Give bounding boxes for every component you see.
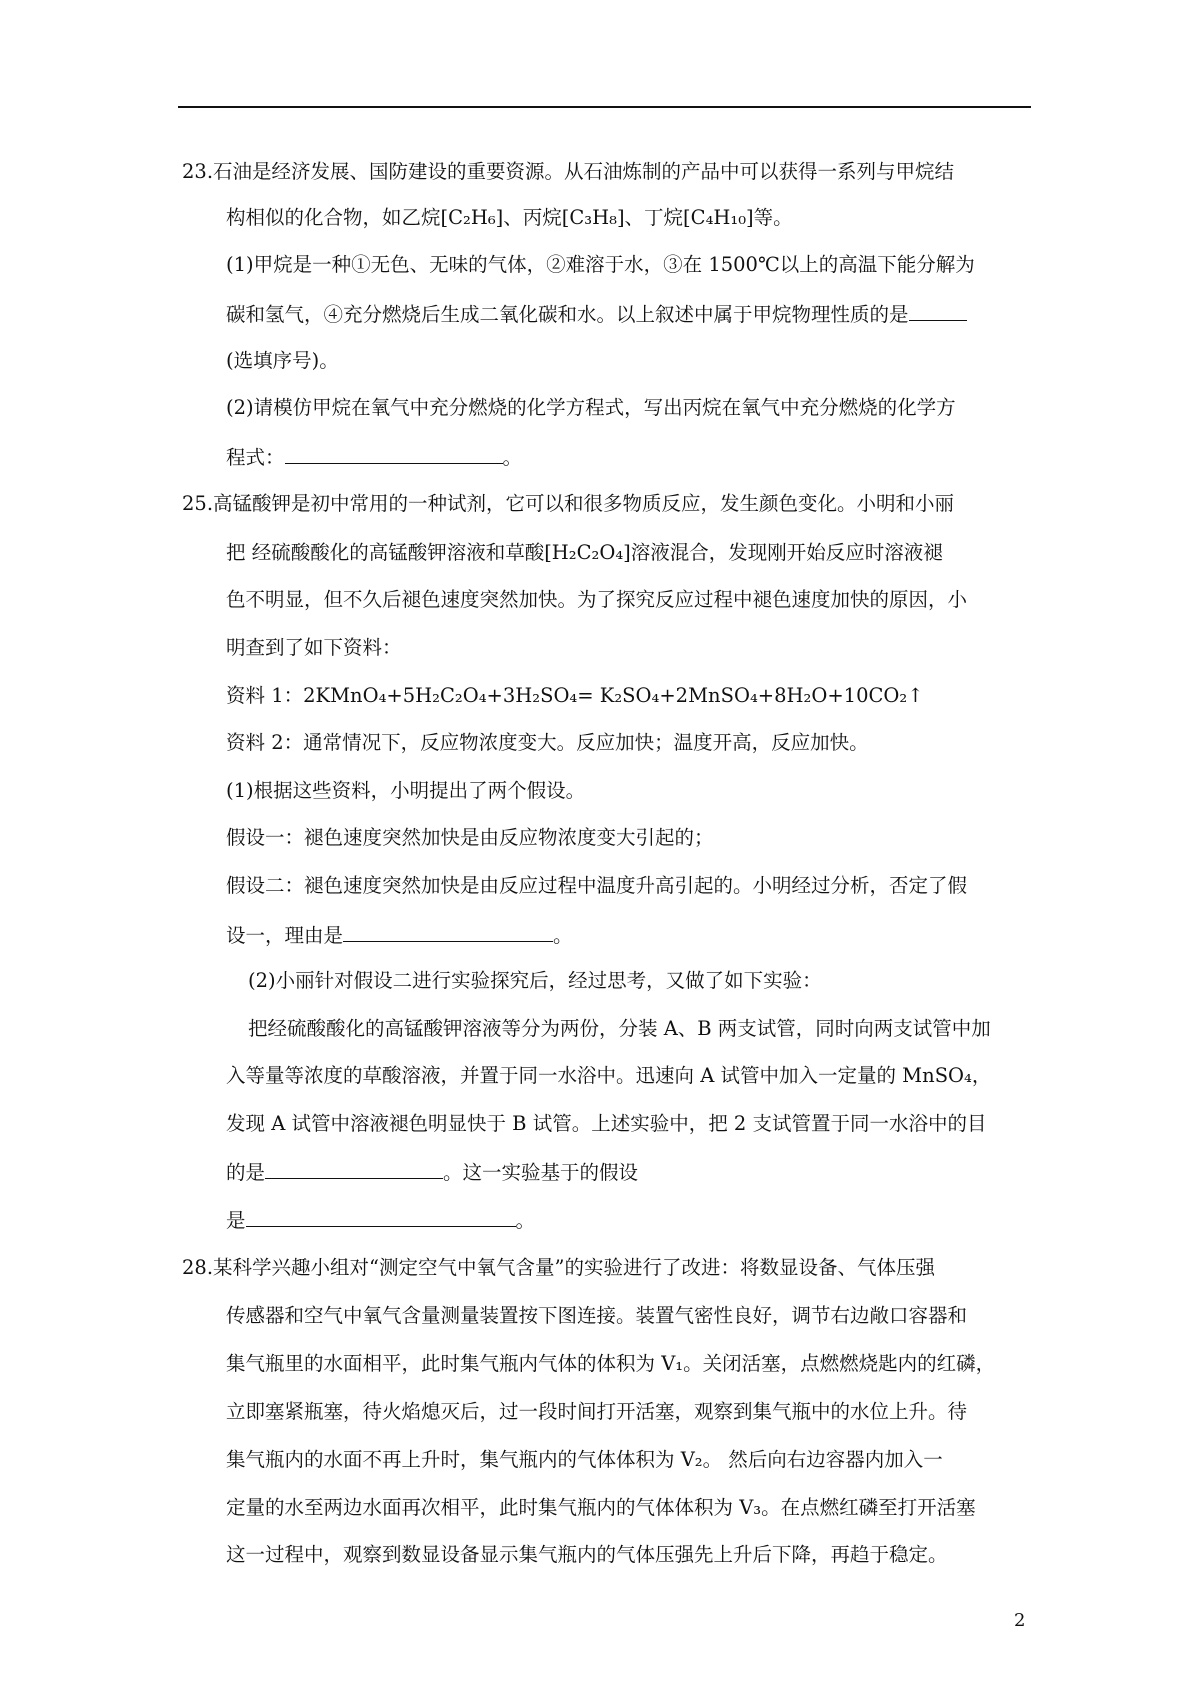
- q25-hypothesis-text: 是: [226, 1209, 246, 1232]
- q23-part2-line-2: [226, 444, 522, 470]
- q25-line-4: 明查到了如下资料：: [226, 636, 402, 659]
- q25-reason-text: 设一，理由是: [226, 924, 344, 947]
- answer-blank[interactable]: [343, 922, 553, 942]
- q25-part2: (2)小丽针对假设二进行实验探究后，经过思考，又做了如下实验：: [248, 969, 822, 992]
- q25-line-3: 色不明显，但不久后褪色速度突然加快。为了探究反应过程中褪色速度加快的原因，小: [226, 588, 968, 611]
- page-number: 2: [1014, 1610, 1026, 1631]
- q23-part2-end: 。: [502, 446, 523, 469]
- q28-line-1: 28.某科学兴趣小组对“测定空气中氧气含量”的实验进行了改进：将数显设备、气体压强: [182, 1256, 935, 1279]
- q25-hypothesis-end: 。: [515, 1209, 536, 1232]
- q23-part1-line-3: (选填序号)。: [226, 349, 339, 372]
- answer-blank[interactable]: [909, 301, 967, 321]
- q28-line-2: 传感器和空气中氧气含量测量装置按下图连接。装置气密性良好，调节右边敞口容器和: [226, 1304, 968, 1327]
- q23-part2-line-1: (2)请模仿甲烷在氧气中充分燃烧的化学方程式，写出丙烷在氧气中充分燃烧的化学方: [226, 396, 956, 419]
- q25-purpose-end: 。这一实验基于的假设: [443, 1161, 639, 1184]
- q25-experiment-line-5: [226, 1207, 535, 1233]
- q28-line-7: 这一过程中，观察到数显设备显示集气瓶内的气体压强先上升后下降，再趋于稳定。: [226, 1543, 948, 1566]
- answer-blank[interactable]: [285, 444, 503, 464]
- q25-reference-2: 资料 2：通常情况下，反应物浓度变大。反应加快；温度开高，反应加快。: [226, 731, 869, 754]
- answer-blank[interactable]: [246, 1207, 516, 1227]
- q23-line-2: 构相似的化合物，如乙烷[C₂H₆]、丙烷[C₃H₈]、丁烷[C₄H₁₀]等。: [226, 206, 793, 229]
- q28-line-5: 集气瓶内的水面不再上升时，集气瓶内的气体体积为 V₂。 然后向右边容器内加入一: [226, 1448, 943, 1471]
- answer-blank[interactable]: [265, 1159, 443, 1179]
- q23-part1-line-2: [226, 301, 967, 327]
- q25-hypothesis-1: 假设一：褪色速度突然加快是由反应物浓度变大引起的；: [226, 826, 714, 849]
- q25-reference-1: 资料 1：2KMnO₄+5H₂C₂O₄+3H₂SO₄= K₂SO₄+2MnSO₄+8H₂O+10CO₂↑: [226, 684, 924, 707]
- q23-part1-text: 碳和氢气，④充分燃烧后生成二氧化碳和水。以上叙述中属于甲烷物理性质的是: [226, 303, 909, 326]
- q25-purpose-text: 的是: [226, 1161, 266, 1184]
- q25-line-2: 把 经硫酸酸化的高锰酸钾溶液和草酸[H₂C₂O₄]溶液混合，发现刚开始反应时溶液褪: [226, 541, 943, 564]
- q28-line-3: 集气瓶里的水面相平，此时集气瓶内气体的体积为 V₁。关闭活塞，点燃燃烧匙内的红磷，: [226, 1352, 996, 1375]
- q25-hypothesis-2: 假设二：褪色速度突然加快是由反应过程中温度升高引起的。小明经过分析，否定了假: [226, 874, 968, 897]
- q25-experiment-line-4: [226, 1159, 638, 1185]
- q25-experiment-line-1: 把经硫酸酸化的高锰酸钾溶液等分为两份，分装 A、B 两支试管，同时向两支试管中加: [248, 1017, 991, 1040]
- q25-line-1: 25.高锰酸钾是初中常用的一种试剂，它可以和很多物质反应，发生颜色变化。小明和小丽: [182, 492, 955, 515]
- q28-line-6: 定量的水至两边水面再次相平，此时集气瓶内的气体体积为 V₃。在点燃红磷至打开活塞: [226, 1496, 976, 1519]
- q23-part1-line-1: (1)甲烷是一种①无色、无味的气体，②难溶于水，③在 1500℃以上的高温下能分解为: [226, 253, 975, 276]
- q25-experiment-line-2: 入等量等浓度的草酸溶液，并置于同一水浴中。迅速向 A 试管中加入一定量的 MnSO₄，: [226, 1064, 992, 1087]
- q25-part1: (1)根据这些资料，小明提出了两个假设。: [226, 779, 586, 802]
- header-rule: [178, 106, 1031, 108]
- q25-hypothesis-2-reason: [226, 922, 573, 948]
- q23-part2-text: 程式：: [226, 446, 285, 469]
- q25-reason-end: 。: [553, 924, 573, 947]
- q28-line-4: 立即塞紧瓶塞，待火焰熄灭后，过一段时间打开活塞，观察到集气瓶中的水位上升。待: [226, 1400, 968, 1423]
- q25-experiment-line-3: 发现 A 试管中溶液褪色明显快于 B 试管。上述实验中，把 2 支试管置于同一水浴中的目: [226, 1112, 987, 1135]
- q23-line-1: 23.石油是经济发展、国防建设的重要资源。从石油炼制的产品中可以获得一系列与甲烷结: [182, 160, 955, 183]
